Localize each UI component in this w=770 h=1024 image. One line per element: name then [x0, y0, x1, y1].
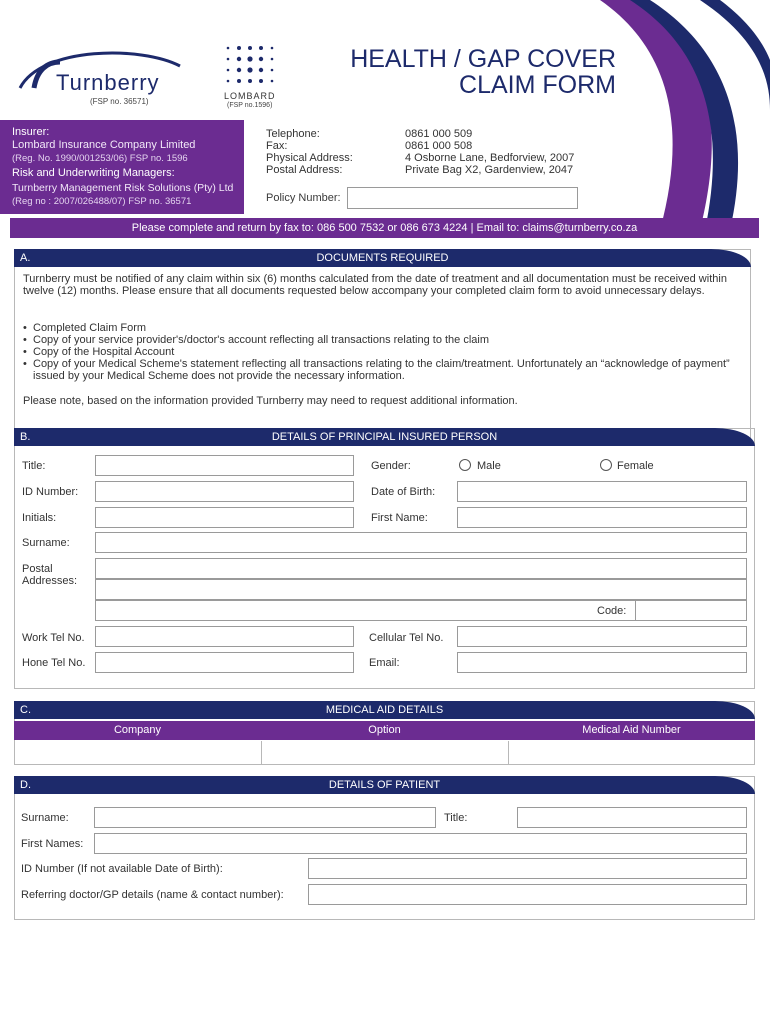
id-number-field[interactable]	[95, 481, 354, 502]
postal-label-line-1: Postal	[22, 563, 53, 575]
patient-surname-label: Surname:	[21, 812, 69, 824]
cellular-tel-label: Cellular Tel No.	[369, 632, 444, 644]
first-name-label: First Name:	[371, 512, 428, 524]
contact-value: Private Bag X2, Gardenview, 2047	[405, 164, 574, 176]
postal-address-line-2-field[interactable]	[95, 579, 747, 600]
list-item: • Completed Claim Form	[23, 322, 743, 334]
postal-label-line-2: Addresses:	[22, 575, 78, 587]
section-a-note: Please note, based on the information provided Turnberry may need to request additional information.	[23, 395, 518, 407]
section-a-header	[14, 249, 751, 267]
code-label: Code:	[597, 605, 627, 617]
initials-label: Initials:	[22, 512, 57, 524]
contact-row	[266, 128, 574, 140]
email-field[interactable]	[457, 652, 747, 673]
section-d-title: DETAILS OF PATIENT	[328, 779, 441, 791]
list-item: • Copy of the Hospital Account	[23, 346, 743, 358]
male-label: Male	[477, 460, 501, 472]
form-title	[350, 46, 616, 98]
lombard-logo	[222, 44, 282, 114]
id-number-label: ID Number:	[22, 486, 79, 498]
initials-field[interactable]	[95, 507, 354, 528]
list-item: • Copy of your service provider's/doctor's account reflecting all transactions relating to the claim	[23, 334, 743, 346]
managers-reg: (Reg no : 2007/026488/07) FSP no. 36571	[12, 196, 192, 207]
referring-doctor-field[interactable]	[308, 884, 747, 905]
section-a-title: DOCUMENTS REQUIRED	[316, 252, 449, 264]
section-a-intro: Turnberry must be notified of any claim within six (6) months calculated from the date of treatment and all documentation must be received within twelve (12) months. Please ensure that all documents requested below accompany your completed claim form to avoid unnecessary delays.	[23, 273, 727, 297]
managers-label: Risk and Underwriting Managers:	[12, 167, 175, 179]
email-label: Email:	[369, 657, 400, 669]
contact-value: 0861 000 509	[405, 128, 473, 140]
patient-id-label: ID Number (If not available Date of Birth):	[21, 863, 223, 875]
date-of-birth-field[interactable]	[457, 481, 747, 502]
medical-aid-table-header	[14, 721, 755, 740]
medical-aid-number-cell[interactable]	[509, 741, 754, 764]
section-c-letter: C.	[20, 704, 31, 716]
section-b-title: DETAILS OF PRINCIPAL INSURED PERSON	[271, 431, 498, 443]
home-tel-label: Hone Tel No.	[22, 657, 86, 669]
contact-label: Physical Address:	[266, 152, 353, 164]
first-name-field[interactable]	[457, 507, 747, 528]
contact-row	[266, 152, 574, 164]
contact-label: Fax:	[266, 140, 288, 152]
managers-name: Turnberry Management Risk Solutions (Pty) Ltd	[12, 182, 234, 194]
home-tel-field[interactable]	[95, 652, 354, 673]
contact-details	[266, 128, 574, 176]
policy-number-label: Policy Number:	[266, 192, 341, 204]
female-radio[interactable]	[600, 459, 612, 471]
form-title-line-2: CLAIM FORM	[459, 71, 616, 99]
patient-title-field[interactable]	[517, 807, 747, 828]
turnberry-fsp: (FSP no. 36571)	[90, 97, 149, 106]
section-b-letter: B.	[20, 431, 31, 443]
contact-label: Telephone:	[266, 128, 320, 140]
lombard-fsp: (FSP no.1596)	[227, 102, 273, 109]
gender-label: Gender:	[371, 460, 411, 472]
section-d-header	[14, 776, 755, 794]
lombard-logo-text: LOMBARD	[224, 91, 276, 101]
form-title-line-1: HEALTH / GAP COVER	[350, 45, 616, 73]
insurer-label: Insurer:	[12, 126, 50, 138]
patient-first-names-field[interactable]	[94, 833, 747, 854]
work-tel-label: Work Tel No.	[22, 632, 85, 644]
surname-label: Surname:	[22, 537, 70, 549]
postal-address-line-1-field[interactable]	[95, 558, 747, 579]
section-d-letter: D.	[20, 779, 31, 791]
insurer-name: Lombard Insurance Company Limited	[12, 139, 196, 151]
date-of-birth-label: Date of Birth:	[371, 486, 436, 498]
section-c-title: MEDICAL AID DETAILS	[325, 704, 444, 716]
work-tel-field[interactable]	[95, 626, 354, 647]
section-a-letter: A.	[20, 252, 31, 264]
medical-aid-company-cell[interactable]	[15, 741, 261, 764]
male-radio[interactable]	[459, 459, 471, 471]
patient-first-names-label: First Names:	[21, 838, 84, 850]
insurer-reg: (Reg. No. 1990/001253/06) FSP no. 1596	[12, 153, 188, 164]
code-field[interactable]	[635, 600, 747, 621]
patient-id-field[interactable]	[308, 858, 747, 879]
column-header-option: Option	[368, 724, 401, 736]
contact-value: 4 Osborne Lane, Bedforview, 2007	[405, 152, 575, 164]
surname-field[interactable]	[95, 532, 747, 553]
turnberry-logo-text: Turnberry	[56, 70, 160, 95]
documents-list	[23, 322, 743, 382]
contact-value: 0861 000 508	[405, 140, 473, 152]
return-instructions-bar: Please complete and return by fax to: 086 500 7532 or 086 673 4224 | Email to: claims@turnberry.co.za	[10, 218, 759, 238]
lombard-dots-icon	[222, 44, 282, 90]
column-header-medical-aid-number: Medical Aid Number	[582, 724, 681, 736]
title-label: Title:	[22, 460, 46, 472]
insurer-info-panel	[0, 120, 244, 214]
section-c-header	[14, 701, 755, 719]
patient-title-label: Title:	[444, 812, 468, 824]
policy-number-field[interactable]	[347, 187, 578, 209]
list-item: • Copy of your Medical Scheme's statement reflecting all transactions relating to the claim/treatment. Unfortunately an “acknowledge of payment” issued by your Medical Scheme does not provide the necessary information.	[23, 358, 743, 382]
contact-row	[266, 164, 574, 176]
column-header-company: Company	[113, 724, 162, 736]
contact-label: Postal Address:	[266, 164, 343, 176]
medical-aid-option-cell[interactable]	[262, 741, 508, 764]
referring-doctor-label: Referring doctor/GP details (name & contact number):	[21, 889, 284, 901]
section-b-header	[14, 428, 755, 446]
postal-addresses-label	[22, 563, 77, 587]
cellular-tel-field[interactable]	[457, 626, 747, 647]
title-field[interactable]	[95, 455, 354, 476]
patient-surname-field[interactable]	[94, 807, 436, 828]
female-label: Female	[617, 460, 654, 472]
contact-row	[266, 140, 574, 152]
turnberry-logo	[12, 48, 192, 108]
